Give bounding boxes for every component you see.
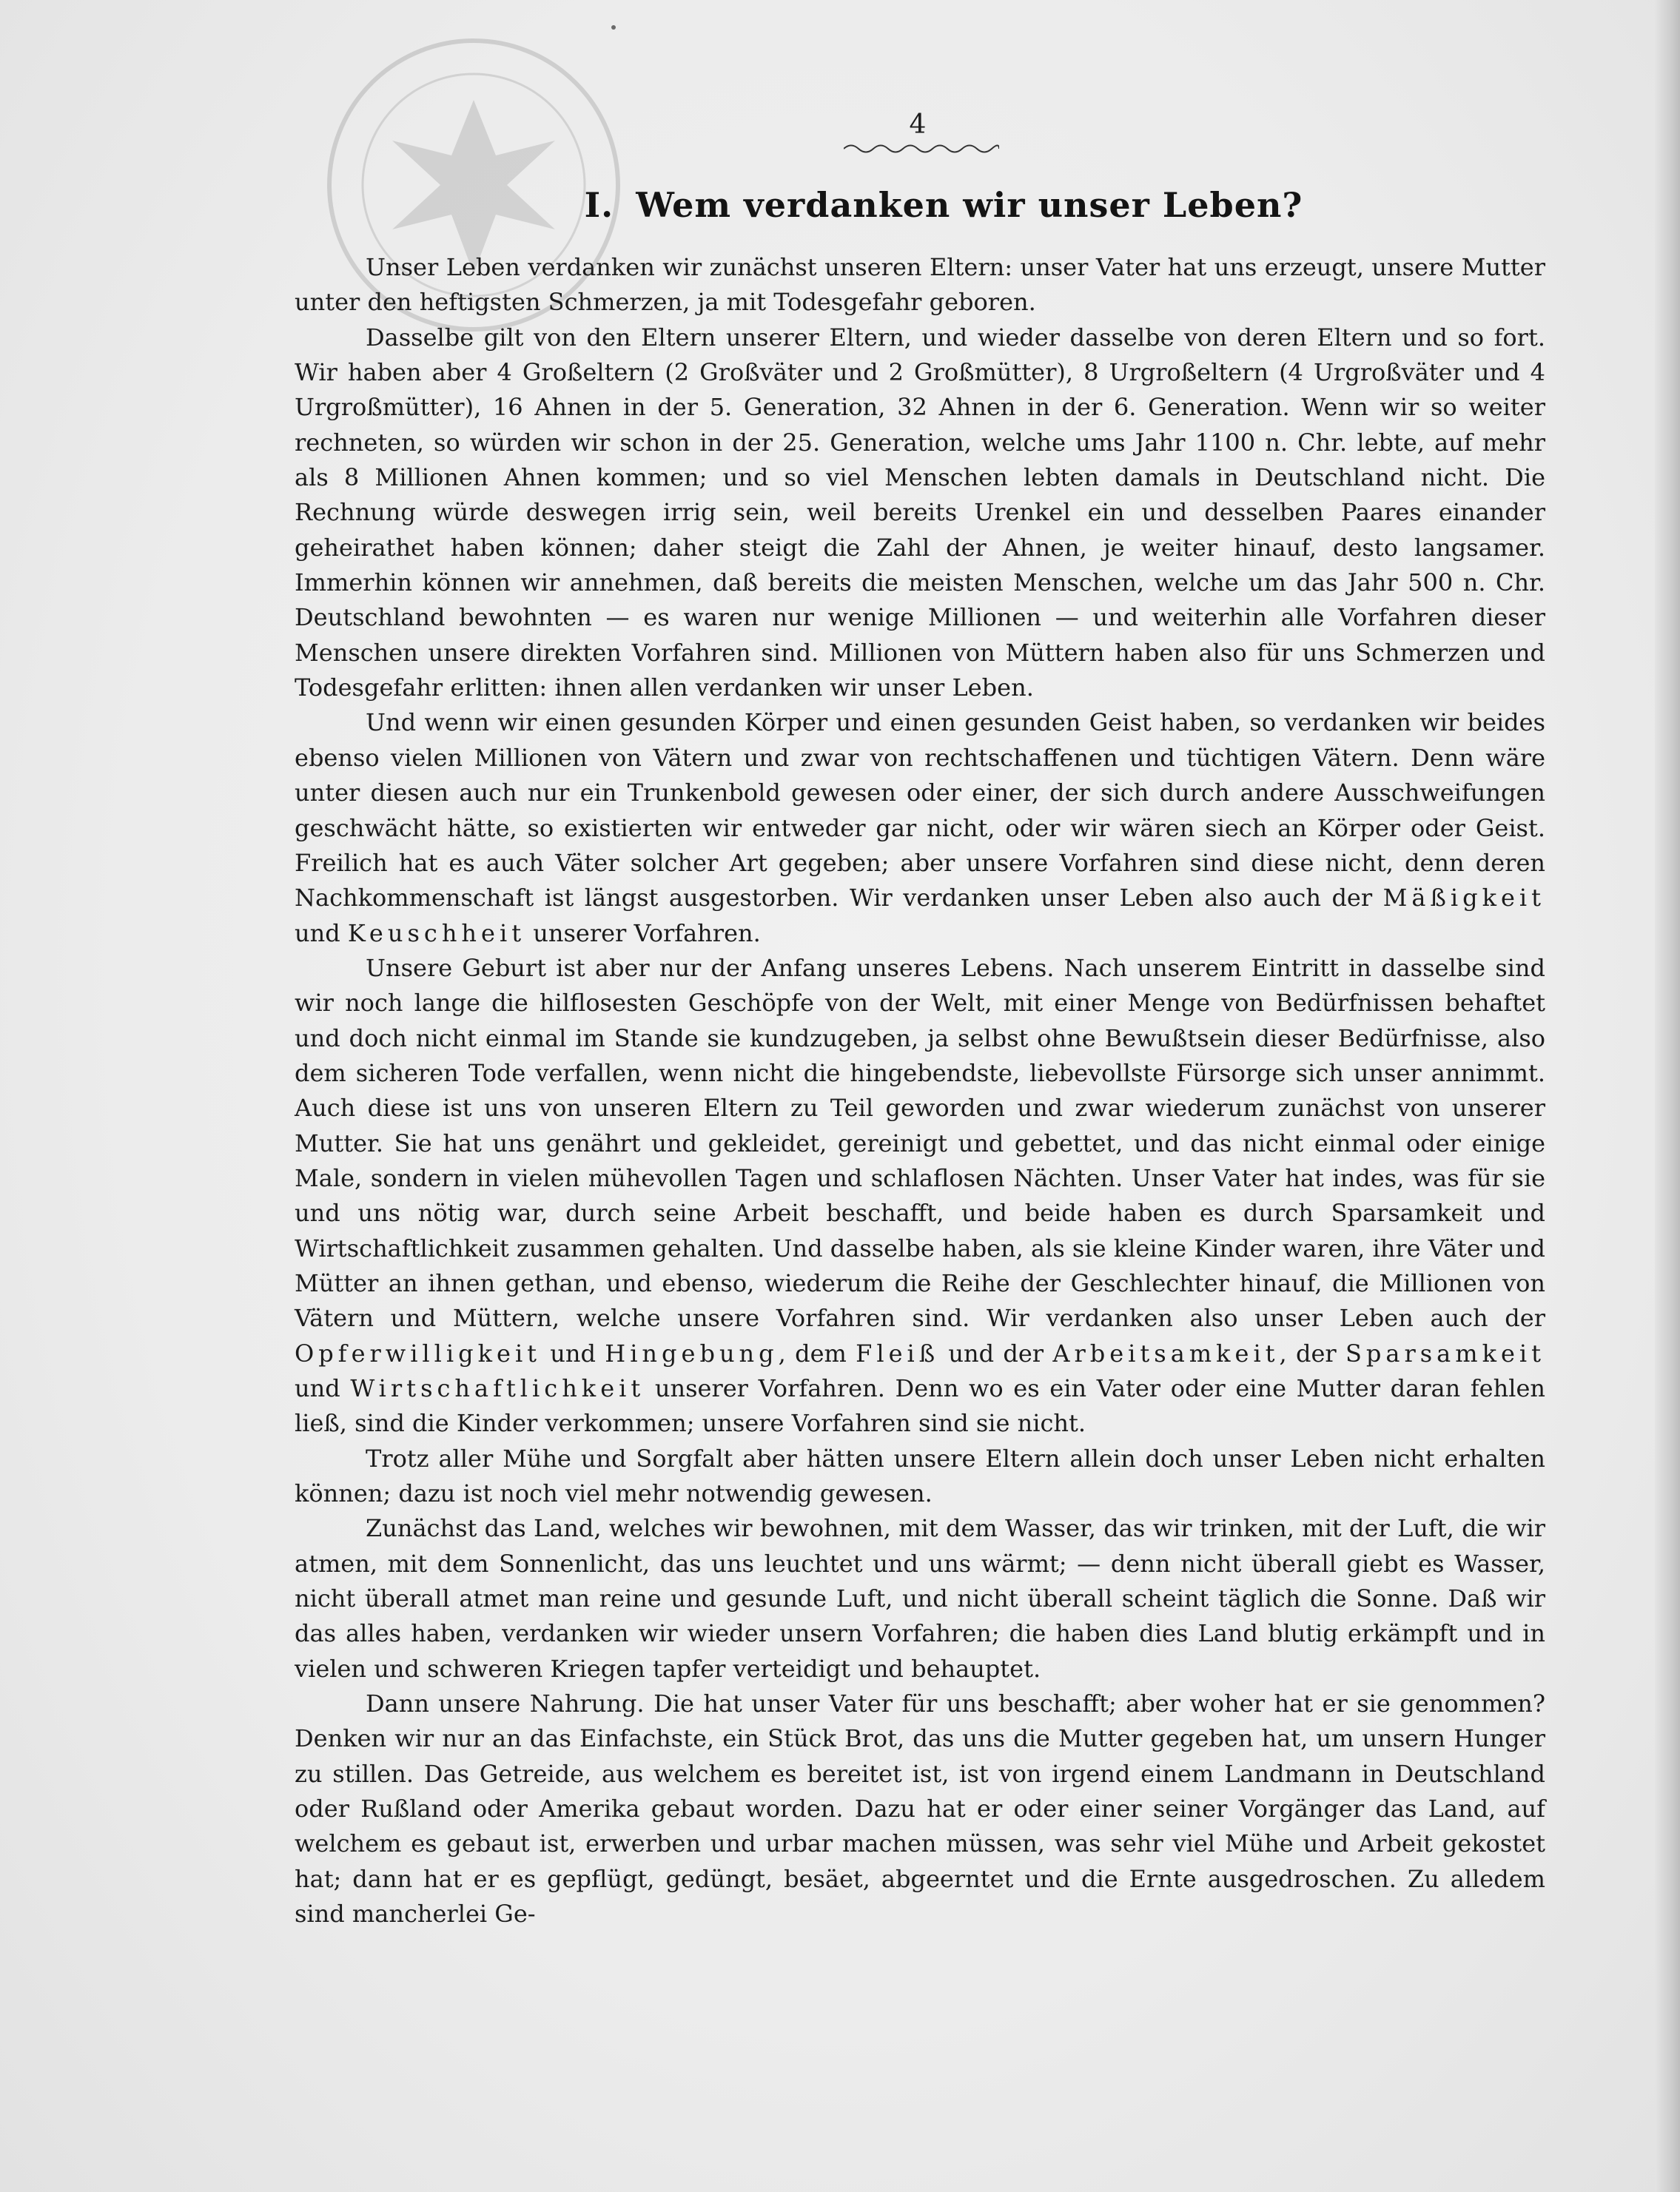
paragraph-text: , der: [1279, 1339, 1345, 1368]
emphasized-word: Mäßigkeit: [1382, 884, 1545, 912]
paragraph-text: , dem: [778, 1339, 856, 1368]
paragraph-text: unserer Vorfahren. Denn wo es ein Vater oder eine Mutter daran fehlen ließ, sind die Kinder verkommen; unsere Vorfahren sind sie nicht.: [295, 1374, 1545, 1438]
paragraph-text: und der: [939, 1339, 1053, 1368]
paragraph: [295, 705, 1545, 950]
emphasized-word: Opferwilligkeit: [295, 1339, 542, 1368]
page-number: 4: [909, 110, 927, 140]
emphasized-word: Fleiß: [856, 1339, 940, 1368]
chapter-title: Wem verdanken wir unser Leben?: [636, 185, 1303, 225]
ink-spot: [611, 25, 616, 30]
paragraph-text: unserer Vorfahren.: [525, 918, 761, 947]
paragraph-text: und: [541, 1339, 605, 1368]
paragraph-text: Und wenn wir einen gesunden Körper und einen gesunden Geist haben, so verdanken wir beides ebenso vielen Millionen von Vätern und zwar von rechtschaffenen und tüchtigen Vätern. Denn wäre unter diesen auch nur ein Trunkenbold gewesen oder einer, der sich durch andere Ausschweifungen geschwächt hätte, so existierten wir entweder gar nicht, oder wir wären siech an Körper oder Geist. Freilich hat es auch Väter solcher Art gegeben; aber unsere Vorfahren sind diese nicht, denn deren Nachkommenschaft ist längst ausgestorben. Wir verdanken unser Leben also auch der: [295, 708, 1545, 912]
chapter-number: I.: [584, 185, 614, 225]
paragraph: Dasselbe gilt von den Eltern unserer Eltern, und wieder dasselbe von deren Eltern und so fort. Wir haben aber 4 Großeltern (2 Großväter und 2 Großmütter), 8 Urgroßeltern (4 Urgroßväter und 4 Urgroßmütter), 16 Ahnen in der 5. Generation, 32 Ahnen in der 6. Generation. Wenn wir so weiter rechneten, so würden wir schon in der 25. Generation, welche ums Jahr 1100 n. Chr. lebte, auf mehr als 8 Millionen Ahnen kommen; und so viel Menschen lebten damals in Deutschland nicht. Die Rechnung würde deswegen irrig sein, weil bereits Urenkel ein und desselben Paares einander geheirathet haben können; daher steigt die Zahl der Ahnen, je weiter hinauf, desto langsamer. Immerhin können wir annehmen, daß bereits die meisten Menschen, welche um das Jahr 500 n. Chr. Deutschland bewohnten — es waren nur wenige Millionen — und weiterhin alle Vorfahren dieser Menschen unsere direkten Vorfahren sind. Millionen von Müttern haben also für uns Schmerzen und Todesgefahr erlitten: ihnen allen verdanken wir unser Leben.: [295, 323, 1545, 702]
paragraph: Dann unsere Nahrung. Die hat unser Vater für uns beschafft; aber woher hat er sie genommen? Denken wir nur an das Einfachste, ein Stück Brot, das uns die Mutter gegeben hat, um unsern Hunger zu stillen. Das Getreide, aus welchem es bereitet ist, ist von irgend einem Landmann in Deutschland oder Rußland oder Amerika gebaut worden. Dazu hat er oder einer seiner Vorgänger das Land, auf welchem es gebaut ist, erwerben und urbar machen müssen, was sehr viel Mühe und Arbeit gekostet hat; dann hat er es gepflügt, gedüngt, besäet, abgeerntet und die Ernte ausgedroschen. Zu alledem sind mancherlei Ge-: [295, 1690, 1545, 1929]
page-spine-shadow: [1655, 0, 1680, 2192]
paragraph-text: und: [295, 1374, 351, 1402]
wave-ornament-icon: [844, 141, 999, 157]
paragraph: [295, 951, 1545, 1442]
paragraph: Trotz aller Mühe und Sorgfalt aber hätten unsere Eltern allein doch unser Leben nicht erhalten können; dazu ist noch viel mehr notwendig gewesen.: [295, 1444, 1545, 1508]
paragraph-text: Unsere Geburt ist aber nur der Anfang unseres Lebens. Nach unserem Eintritt in dasselbe sind wir noch lange die hilflosesten Geschöpfe von der Welt, mit einer Menge von Bedürfnissen behaftet und doch nicht einmal im Stande sie kundzugeben, ja selbst ohne Bewußtsein dieser Bedürfnisse, also dem sicheren Tode verfallen, wenn nicht die hingebendste, liebevollste Fürsorge sich unser annimmt. Auch diese ist uns von unseren Eltern zu Teil geworden und zwar wiederum zunächst von unserer Mutter. Sie hat uns genährt und gekleidet, gereinigt und gebettet, und das nicht einmal oder einige Male, sondern in vielen mühevollen Tagen und schlaflosen Nächten. Unser Vater hat indes, was für sie und uns nötig war, durch seine Arbeit beschafft, und beide haben es durch Sparsamkeit und Wirtschaftlichkeit zusammen gehalten. Und dasselbe haben, als sie kleine Kinder waren, ihre Väter und Mütter an ihnen gethan, und ebenso, wiederum die Reihe der Geschlechter hinauf, die Millionen von Vätern und Müttern, welche unsere Vorfahren sind. Wir verdanken also unser Leben auch der: [295, 953, 1545, 1333]
body-text: [295, 250, 1545, 1932]
chapter-heading: [414, 185, 1473, 225]
emphasized-word: Keuschheit: [347, 918, 526, 947]
paragraph: Unser Leben verdanken wir zunächst unseren Eltern: unser Vater hat uns erzeugt, unsere Mutter unter den heftigsten Schmerzen, ja mit Todesgefahr geboren.: [295, 253, 1545, 317]
emphasized-word: Arbeitsamkeit: [1052, 1339, 1280, 1368]
paragraph-text: und: [295, 918, 348, 947]
emphasized-word: Sparsamkeit: [1345, 1339, 1546, 1368]
paragraph: Zunächst das Land, welches wir bewohnen, mit dem Wasser, das wir trinken, mit der Luft, die wir atmen, mit dem Sonnenlicht, das uns leuchtet und uns wärmt; — denn nicht überall giebt es Wasser, nicht überall atmet man reine und gesunde Luft, und nicht überall scheint täglich die Sonne. Daß wir das alles haben, verdanken wir wieder unsern Vorfahren; die haben dies Land blutig erkämpft und in vielen und schweren Kriegen tapfer verteidigt und behauptet.: [295, 1514, 1545, 1683]
emphasized-word: Hingebung: [605, 1339, 779, 1368]
emphasized-word: Wirtschaftlichkeit: [350, 1374, 645, 1402]
